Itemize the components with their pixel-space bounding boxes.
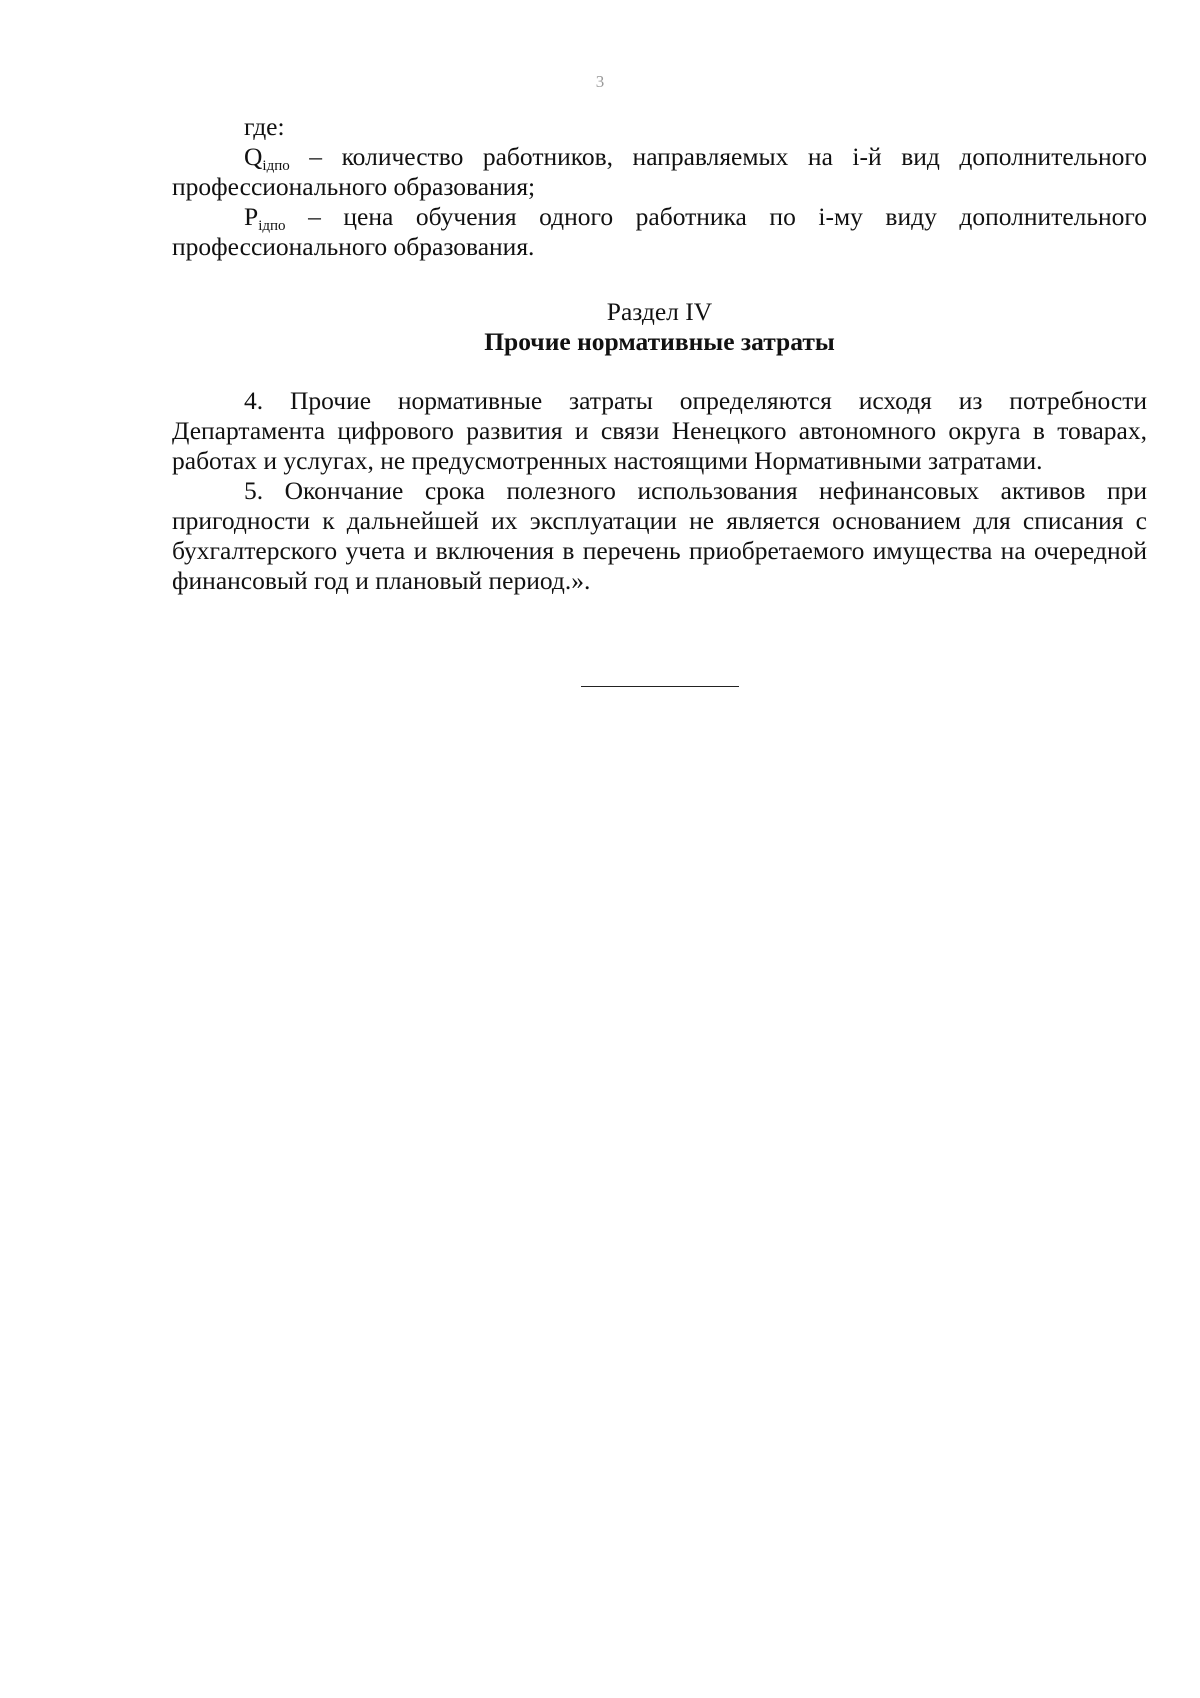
paragraph-4: 4. Прочие нормативные затраты определяются исходя из потребности Департамента цифрового развития и связи Ненецкого автономного округа в товарах, работах и услугах, не предусмотренных настоящими Нормативными затратами. — [172, 386, 1147, 475]
definitions-intro: где: — [244, 112, 285, 141]
definition-subscript: iдпо — [262, 158, 290, 174]
definition-text: – количество работников, направляемых на i-й вид дополнительного профессионального образования; — [172, 142, 1147, 201]
definition-symbol: Q — [244, 142, 263, 171]
definition-text: – цена обучения одного работника по i-му виду дополнительного профессионального образования. — [172, 202, 1147, 261]
end-of-document-rule — [581, 686, 739, 687]
paragraph-5: 5. Окончание срока полезного использования нефинансовых активов при пригодности к дальнейшей их эксплуатации не является основанием для списания с бухгалтерского учета и включения в перечень приобретаемого имущества на очередной финансовый год и плановый период.». — [172, 476, 1147, 595]
page-number: 3 — [595, 72, 605, 91]
definition-symbol: P — [244, 202, 259, 231]
section-label: Раздел IV — [606, 297, 713, 326]
definition-q-idpo — [172, 142, 1147, 202]
section-title: Прочие нормативные затраты — [484, 327, 835, 356]
definition-subscript: iдпо — [258, 218, 286, 234]
document-body — [172, 112, 1147, 596]
definition-p-idpo — [172, 202, 1147, 262]
